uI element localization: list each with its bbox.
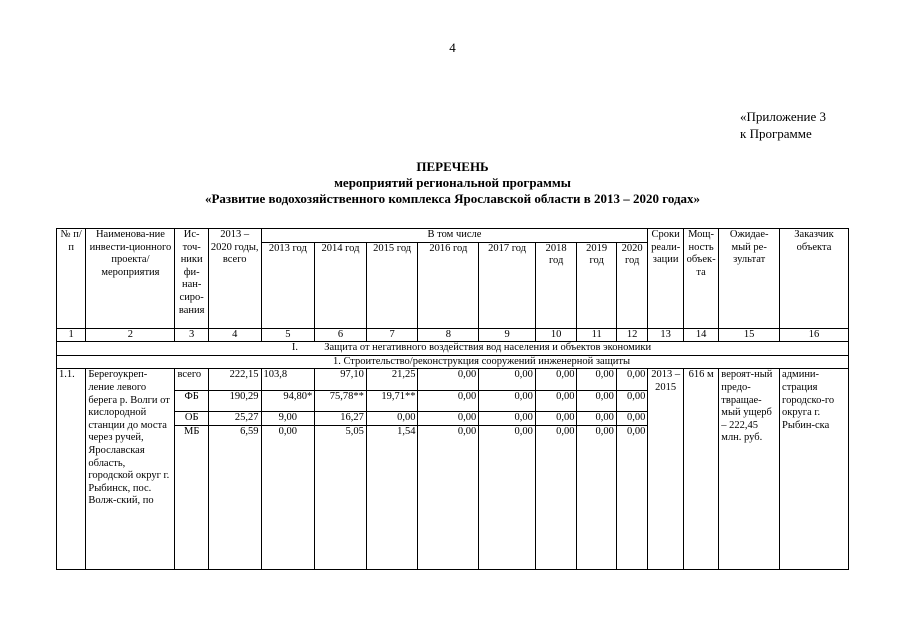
column-number: 13 xyxy=(648,328,683,342)
value-cell: 0,00 xyxy=(479,425,536,569)
header-year: 2015 год xyxy=(366,242,418,328)
column-number: 5 xyxy=(261,328,315,342)
value-cell: 0,00 xyxy=(616,411,648,425)
column-number: 11 xyxy=(577,328,616,342)
total-cell: 190,29 xyxy=(208,390,261,411)
column-number: 12 xyxy=(616,328,648,342)
item-result: вероят-ный предо-твращае-мый ущерб – 222,45 млн. руб. xyxy=(719,369,780,570)
item-power: 616 м xyxy=(683,369,718,570)
header-source: Ис-точ-ники фи-нан-сиро-вания xyxy=(175,229,208,329)
source-cell: всего xyxy=(175,369,208,390)
header-year: 2019 год xyxy=(577,242,616,328)
item-terms: 2013 – 2015 xyxy=(648,369,683,570)
value-cell: 0,00 xyxy=(479,369,536,390)
appendix-line-2: к Программе xyxy=(740,126,812,141)
column-number: 8 xyxy=(418,328,479,342)
header-result: Ожидае-мый ре-зультат xyxy=(719,229,780,329)
column-number: 1 xyxy=(57,328,86,342)
header-name: Наименова-ние инвести-ционного проекта/ мероприятия xyxy=(86,229,175,329)
header-year: 2013 год xyxy=(261,242,315,328)
value-cell: 1,54 xyxy=(366,425,418,569)
header-year: 2018 год xyxy=(535,242,577,328)
total-cell: 222,15 xyxy=(208,369,261,390)
header-year: 2014 год xyxy=(315,242,367,328)
header-year: 2016 год xyxy=(418,242,479,328)
value-cell: 0,00 xyxy=(479,390,536,411)
header-num: № п/п xyxy=(57,229,86,329)
source-cell: МБ xyxy=(175,425,208,569)
value-cell: 0,00 xyxy=(418,390,479,411)
column-number: 3 xyxy=(175,328,208,342)
value-cell: 0,00 xyxy=(535,369,577,390)
item-number: 1.1. xyxy=(57,369,86,570)
value-cell: 0,00 xyxy=(616,425,648,569)
value-cell: 0,00 xyxy=(577,390,616,411)
table-row xyxy=(57,369,849,390)
value-cell: 0,00 xyxy=(577,369,616,390)
appendix-note xyxy=(740,108,826,142)
header-terms: Сроки реали-зации xyxy=(648,229,683,329)
header-customer: Заказчик объекта xyxy=(780,229,849,329)
value-cell: 19,71** xyxy=(366,390,418,411)
item-customer: админи-страция городско-го округа г. Рыбин-ска xyxy=(780,369,849,570)
column-number: 2 xyxy=(86,328,175,342)
header-total: 2013 – 2020 годы, всего xyxy=(208,229,261,329)
appendix-line-1: «Приложение 3 xyxy=(740,109,827,124)
heading-program-name: «Развитие водохозяйственного комплекса Ярославской области в 2013 – 2020 годах» xyxy=(204,191,701,206)
header-year: 2020 год xyxy=(616,242,648,328)
value-cell: 5,05 xyxy=(315,425,367,569)
document-heading xyxy=(0,159,905,207)
header-power: Мощ-ность объек-та xyxy=(683,229,718,329)
value-cell: 0,00 xyxy=(418,411,479,425)
value-cell: 21,25 xyxy=(366,369,418,390)
value-cell: 0,00 xyxy=(577,425,616,569)
value-cell: 94,80* xyxy=(261,390,315,411)
total-cell: 25,27 xyxy=(208,411,261,425)
value-cell: 0,00 xyxy=(616,390,648,411)
value-cell: 0,00 xyxy=(535,390,577,411)
header-including: В том числе xyxy=(261,229,648,243)
page-bottom-margin xyxy=(0,571,905,640)
column-number: 16 xyxy=(780,328,849,342)
column-number: 6 xyxy=(315,328,367,342)
section-title: I. Защита от негативного воздействия вод населения и объектов экономики xyxy=(57,342,849,356)
measures-table xyxy=(56,228,849,570)
value-cell: 97,10 xyxy=(315,369,367,390)
value-cell: 0,00 xyxy=(577,411,616,425)
column-number: 9 xyxy=(479,328,536,342)
heading-subtitle: мероприятий региональной программы xyxy=(334,175,571,190)
value-cell: 0,00 xyxy=(261,425,315,569)
value-cell: 0,00 xyxy=(366,411,418,425)
header-year: 2017 год xyxy=(479,242,536,328)
source-cell: ОБ xyxy=(175,411,208,425)
value-cell: 0,00 xyxy=(418,369,479,390)
column-number: 10 xyxy=(535,328,577,342)
column-number: 15 xyxy=(719,328,780,342)
value-cell: 0,00 xyxy=(535,425,577,569)
value-cell: 9,00 xyxy=(261,411,315,425)
column-number: 7 xyxy=(366,328,418,342)
column-number-row xyxy=(57,328,849,342)
column-number: 14 xyxy=(683,328,718,342)
source-cell: ФБ xyxy=(175,390,208,411)
value-cell: 0,00 xyxy=(616,369,648,390)
value-cell: 103,8 xyxy=(261,369,315,390)
total-cell: 6,59 xyxy=(208,425,261,569)
value-cell: 0,00 xyxy=(535,411,577,425)
value-cell: 75,78** xyxy=(315,390,367,411)
subsection-title: 1. Строительство/реконструкция сооружений инженерной защиты xyxy=(57,355,849,369)
page-number: 4 xyxy=(449,40,456,55)
value-cell: 16,27 xyxy=(315,411,367,425)
value-cell: 0,00 xyxy=(418,425,479,569)
value-cell: 0,00 xyxy=(479,411,536,425)
heading-title: ПЕРЕЧЕНЬ xyxy=(416,159,489,174)
item-name: Берегоукреп-ление левого берега р. Волги от кислородной станции до моста через ручей, Ярославская область, городской округ г. Рыбинск, пос. Волж-ский, по xyxy=(86,369,175,570)
column-number: 4 xyxy=(208,328,261,342)
